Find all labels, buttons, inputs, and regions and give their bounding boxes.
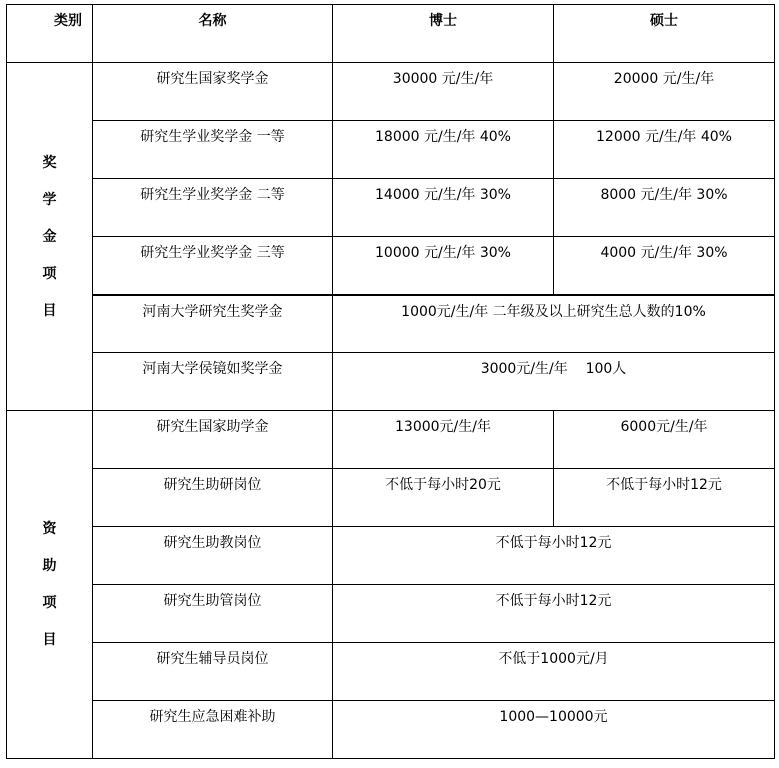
row-merged-value: 1000—10000元: [333, 701, 775, 759]
row-name: 研究生学业奖学金 二等: [93, 179, 333, 237]
row-merged-value: 1000元/生/年 二年级及以上研究生总人数的10%: [333, 295, 775, 353]
table-row: [7, 469, 775, 527]
row-name: 研究生国家奖学金: [93, 63, 333, 121]
row-master: 20000 元/生/年: [554, 63, 775, 121]
row-phd: 14000 元/生/年 30%: [333, 179, 554, 237]
row-phd: 不低于每小时20元: [333, 469, 554, 527]
row-phd: 18000 元/生/年 40%: [333, 121, 554, 179]
table-header-row: [7, 5, 775, 63]
table-row: [7, 701, 775, 759]
row-phd: 10000 元/生/年 30%: [333, 237, 554, 295]
category-char: 项: [42, 265, 57, 282]
table-row: [7, 585, 775, 643]
row-name: 研究生国家助学金: [93, 411, 333, 469]
row-name: 河南大学研究生奖学金: [93, 295, 333, 353]
category-char: 学: [42, 191, 57, 208]
row-master: 12000 元/生/年 40%: [554, 121, 775, 179]
row-phd: 13000元/生/年: [333, 411, 554, 469]
row-phd: 30000 元/生/年: [333, 63, 554, 121]
row-name: 研究生应急困难补助: [93, 701, 333, 759]
row-name: 河南大学侯镜如奖学金: [93, 353, 333, 411]
category-char: 资: [42, 521, 57, 537]
table-row: [7, 121, 775, 179]
row-merged-value: 不低于每小时12元: [333, 585, 775, 643]
table-row: [7, 353, 775, 411]
scholarship-aid-table: [6, 4, 775, 759]
table-row: [7, 179, 775, 237]
category-char: 金: [42, 228, 57, 245]
table-row: [7, 295, 775, 353]
category-char: 助: [42, 558, 57, 574]
table-row: [7, 237, 775, 295]
row-merged-value: 不低于1000元/月: [333, 643, 775, 701]
row-name: 研究生学业奖学金 一等: [93, 121, 333, 179]
row-name: 研究生助研岗位: [93, 469, 333, 527]
table-row: [7, 643, 775, 701]
row-name: 研究生助管岗位: [93, 585, 333, 643]
row-name: 研究生助教岗位: [93, 527, 333, 585]
header-name: 名称: [93, 5, 333, 63]
header-master: 硕士: [554, 5, 775, 63]
category-char: 项: [42, 595, 57, 611]
row-name: 研究生辅导员岗位: [93, 643, 333, 701]
row-name: 研究生学业奖学金 三等: [93, 237, 333, 295]
category-char: 奖: [42, 154, 57, 171]
category-char: 目: [42, 302, 57, 319]
category-char: 目: [42, 632, 57, 648]
table-row: [7, 63, 775, 121]
table-row: [7, 527, 775, 585]
table-row: [7, 411, 775, 469]
category-scholarship: [7, 63, 93, 411]
header-category: 类别: [7, 5, 93, 63]
category-aid: [7, 411, 93, 759]
row-master: 4000 元/生/年 30%: [554, 237, 775, 295]
row-merged-value: 3000元/生/年 100人: [333, 353, 775, 411]
row-merged-value: 不低于每小时12元: [333, 527, 775, 585]
row-master: 8000 元/生/年 30%: [554, 179, 775, 237]
row-master: 不低于每小时12元: [554, 469, 775, 527]
row-master: 6000元/生/年: [554, 411, 775, 469]
header-phd: 博士: [333, 5, 554, 63]
